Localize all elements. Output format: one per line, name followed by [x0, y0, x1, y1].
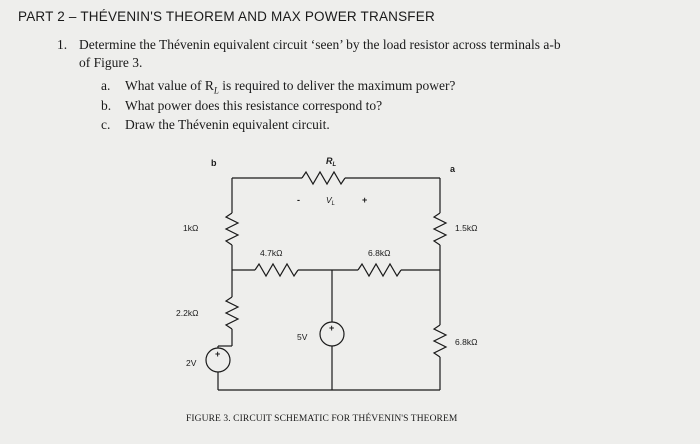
- part-a-marker: a.: [101, 78, 111, 93]
- question-text-line1: Determine the Thévenin equivalent circuit ‘seen’ by the load resistor across terminals a-b: [79, 37, 561, 52]
- resistor-2-2k: [226, 297, 238, 329]
- resistor-load: [302, 172, 345, 184]
- r2-label: 2.2kΩ: [176, 308, 199, 318]
- source-2v-label: 2V: [186, 358, 197, 368]
- part-b-text: What power does this resistance correspond to?: [125, 98, 383, 113]
- part-b-marker: b.: [101, 98, 112, 113]
- part-c-text: Draw the Thévenin equivalent circuit.: [125, 117, 330, 132]
- vl-minus: -: [297, 195, 300, 205]
- terminal-a-label: a: [450, 164, 456, 174]
- resistor-1k: [226, 213, 238, 245]
- vl-plus: +: [362, 195, 368, 205]
- resistor-6-8k-bottom: [434, 325, 446, 357]
- resistor-1-5k: [434, 213, 446, 245]
- source-5v-label: 5V: [297, 332, 308, 342]
- part-a-text: What value of $R_L$ is required to deliver the maximum power?: [125, 78, 456, 96]
- part-c-marker: c.: [101, 117, 111, 132]
- r3-label: 4.7kΩ: [260, 248, 283, 258]
- source-5v-plus: +: [329, 323, 335, 333]
- resistor-4-7k: [255, 264, 298, 276]
- r4-label: 6.8kΩ: [368, 248, 391, 258]
- r1-label: 1kΩ: [183, 223, 199, 233]
- r5-label: 1.5kΩ: [455, 223, 478, 233]
- source-2v-plus: +: [215, 349, 221, 359]
- terminal-b-label: b: [211, 158, 217, 168]
- load-label: $R_L$: [326, 156, 337, 168]
- page-title: PART 2 – THÉVENIN'S THEOREM AND MAX POWER TRANSFER: [18, 9, 435, 24]
- resistor-6-8k-top: [358, 264, 401, 276]
- figure-caption: FIGURE 3. CIRCUIT SCHEMATIC FOR THÉVENIN'S THEOREM: [186, 414, 458, 424]
- question-number: 1.: [57, 37, 68, 52]
- vl-label: $V_L$: [326, 195, 336, 207]
- question-text-line2: of Figure 3.: [79, 55, 143, 70]
- r6-label: 6.8kΩ: [455, 337, 478, 347]
